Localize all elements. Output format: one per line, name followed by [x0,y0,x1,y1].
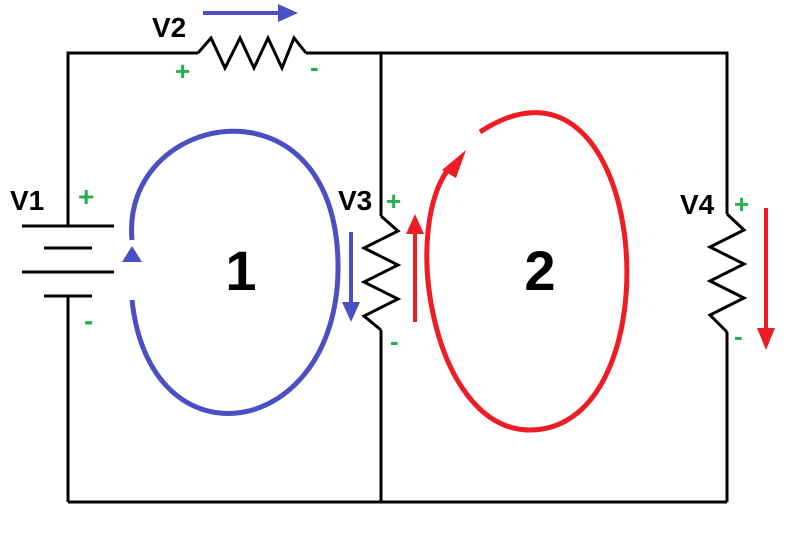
loop-1-label: 1 [225,239,257,302]
resistor-v4 [710,214,744,332]
v2-plus-sign: + [175,56,191,86]
v3-plus-sign: + [386,186,402,216]
resistor-v2 [198,38,306,68]
label-v4: V4 [680,189,715,220]
loop-2-label: 2 [524,239,556,302]
v3-loop2-voltage-arrow [406,214,424,322]
battery-v1 [22,226,114,296]
v2-minus-sign: - [310,52,319,82]
v4-minus-sign: - [734,321,743,351]
resistor-v3 [364,216,398,330]
loop-1-arrowhead [122,246,142,262]
v3-loop1-voltage-arrow [342,232,360,322]
v4-plus-sign: + [734,189,750,219]
v3-minus-sign: - [390,326,399,356]
label-v3: V3 [338,185,373,216]
v2-voltage-arrow [203,4,298,22]
label-v1: V1 [10,185,45,216]
v1-plus-sign: + [78,181,95,212]
v1-minus-sign: - [84,305,94,336]
label-v2: V2 [152,12,187,43]
v4-voltage-arrow [757,208,775,350]
